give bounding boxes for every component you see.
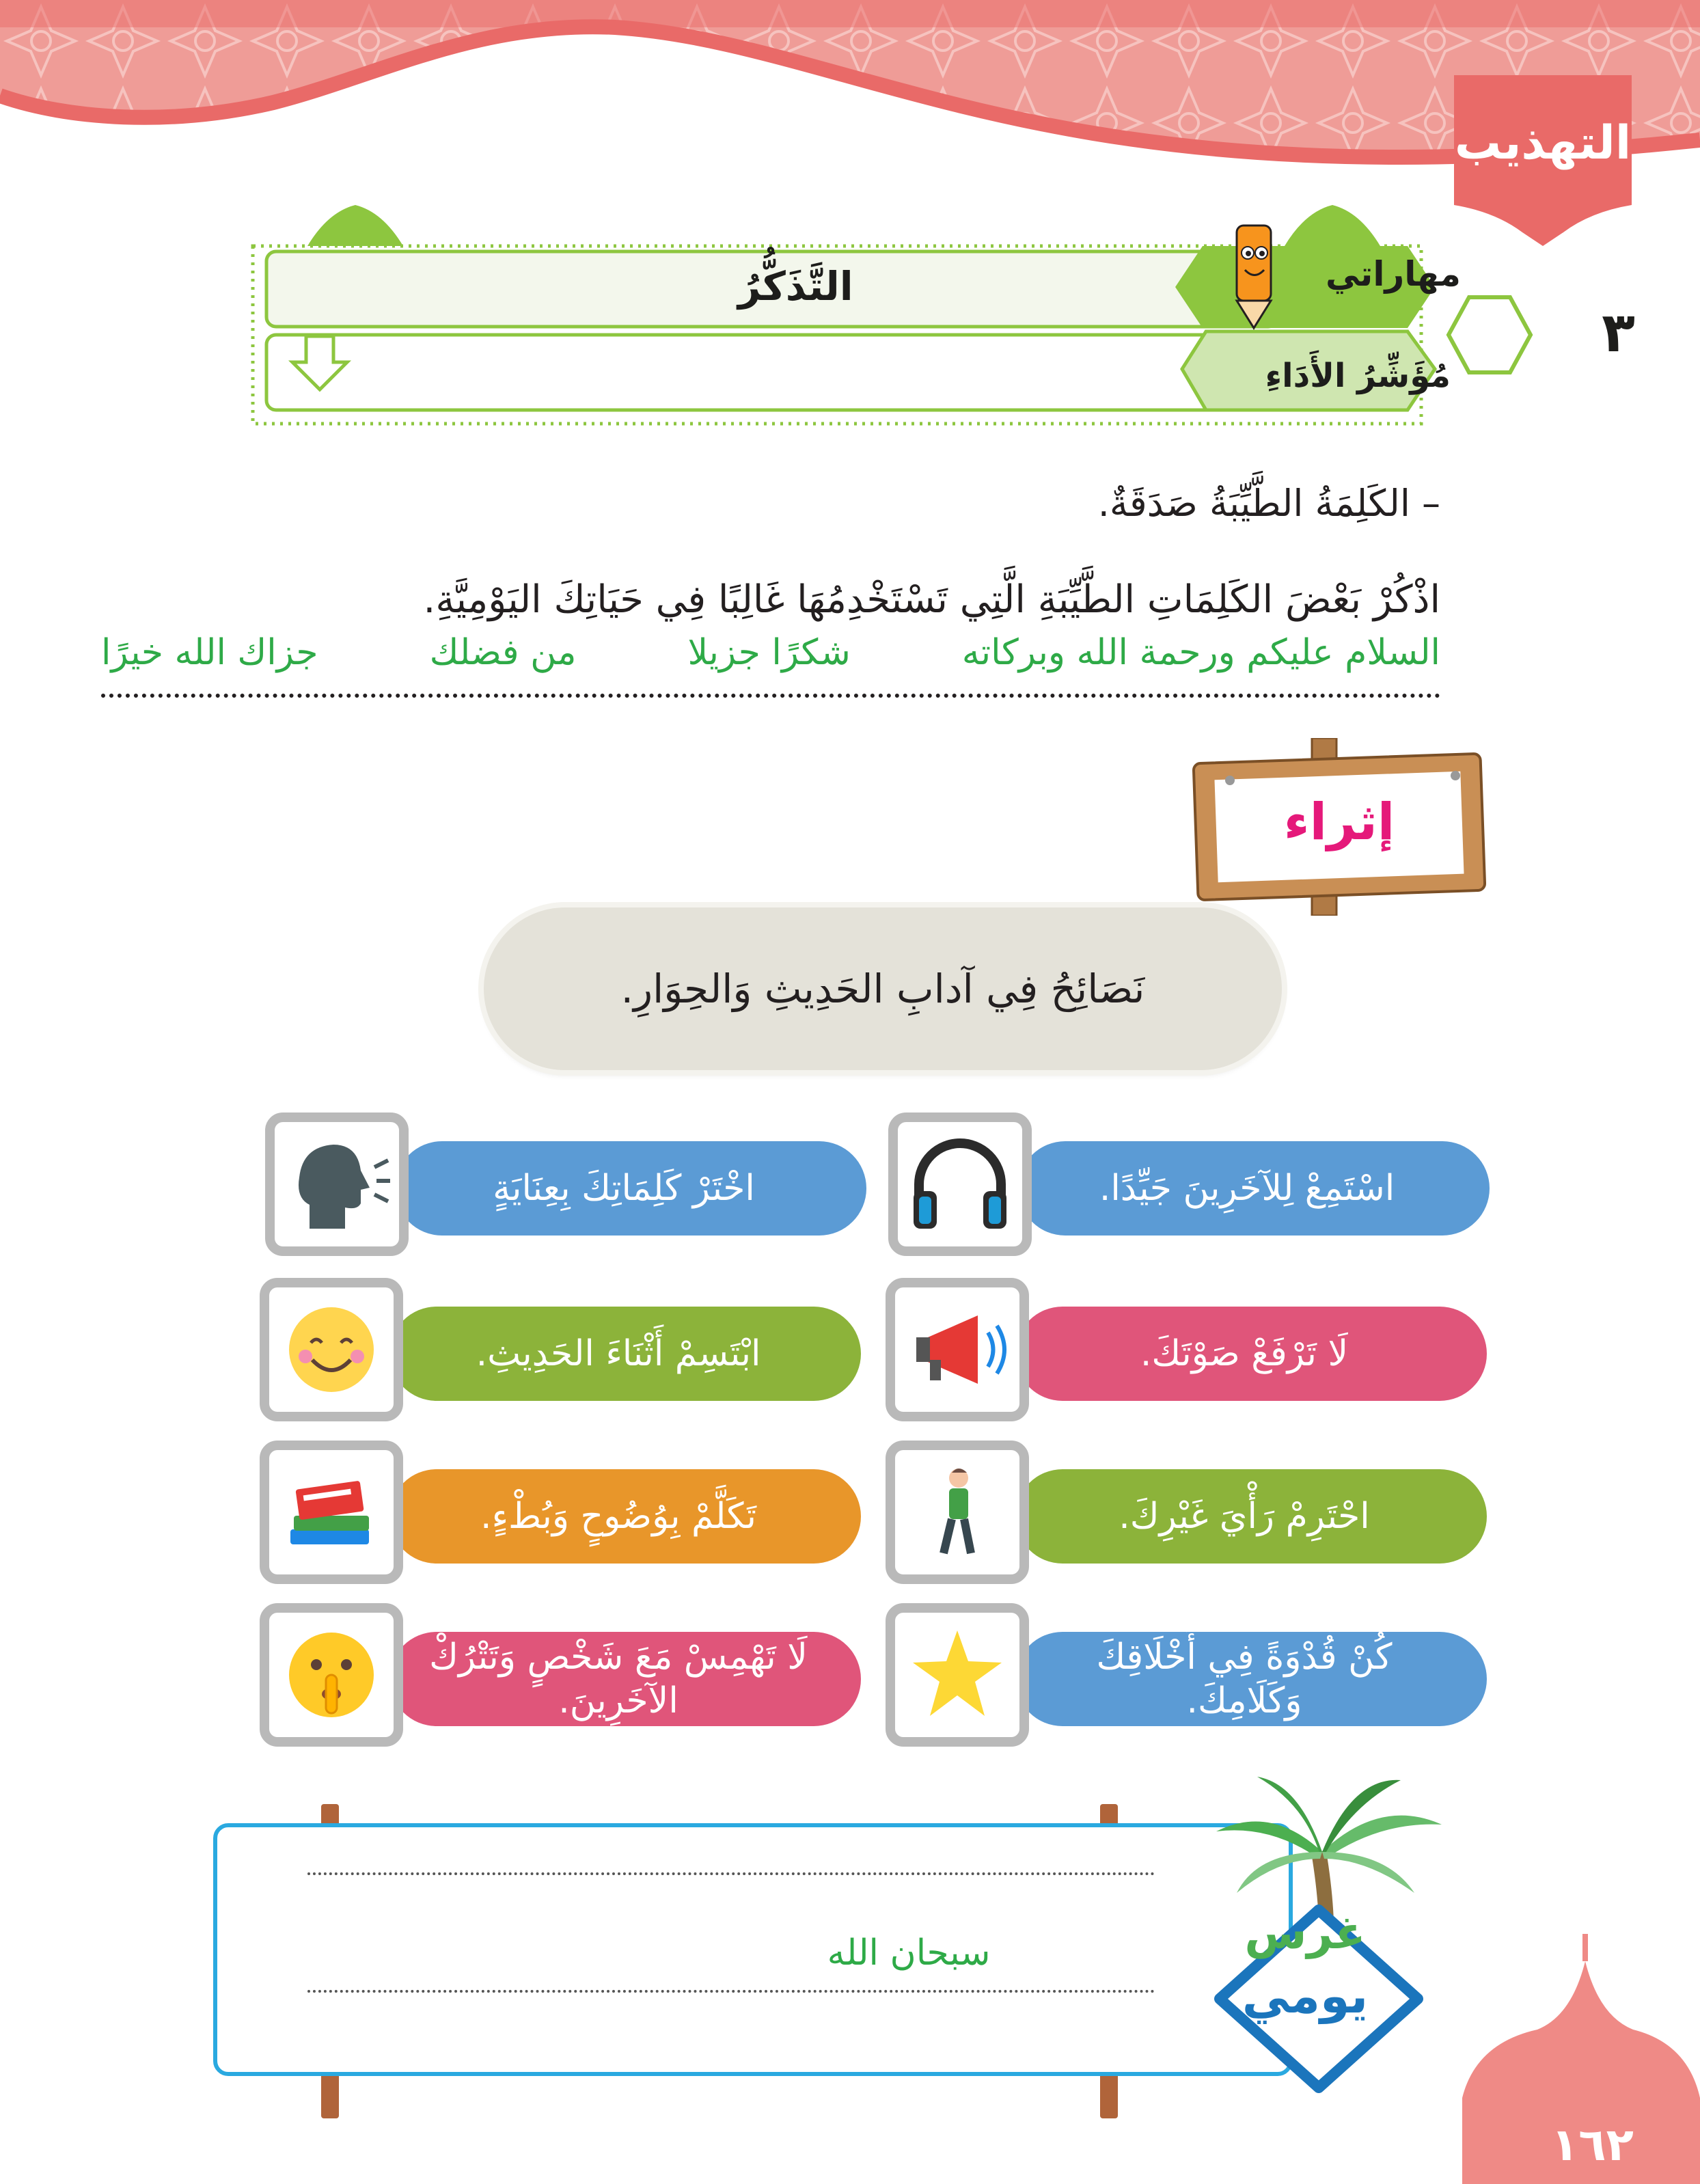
proverb-text: – الكَلِمَةُ الطَّيِّبَةُ صَدَقَةٌ. (1097, 482, 1440, 525)
tip-text: كُنْ قُدْوَةً فِي أَخْلَاقِكَ وَكَلَامِكَ. (1096, 1637, 1393, 1721)
tip-card (886, 1603, 1487, 1747)
tip-bar (1015, 1307, 1487, 1401)
tip-card (886, 1441, 1487, 1584)
tip-text: ابْتَسِمْ أَثْنَاءَ الحَدِيثِ. (476, 1333, 761, 1374)
daily-dotted-line (307, 1990, 1155, 1993)
skill-title: التَّذَكُّرُ (738, 263, 853, 310)
tips-title: نَصَائِحُ فِي آدابِ الحَدِيثِ وَالحِوَارِ. (484, 907, 1282, 1070)
tip-bar (1015, 1632, 1487, 1726)
daily-title-line1: غرس (1244, 1907, 1366, 1959)
tip-card (888, 1113, 1490, 1256)
answer-item: جزاك الله خيرًا (101, 632, 318, 673)
answer-list[interactable] (101, 632, 1440, 673)
tip-bar (389, 1307, 861, 1401)
skill-label: مهاراتي (1325, 254, 1461, 294)
star-icon (886, 1603, 1029, 1747)
enrichment-label: إثراء (1283, 793, 1395, 851)
subject-title: التهذيب (1454, 116, 1632, 170)
daily-answer-text: سبحان الله (827, 1933, 991, 1974)
tip-text: لَا تَهْمِسْ مَعَ شَخْصٍ وَتَتْرُكْ الآخَرِينَ. (429, 1637, 808, 1721)
tip-bar (389, 1632, 861, 1726)
tip-bar (1015, 1469, 1487, 1564)
tip-text: لَا تَرْفَعْ صَوْتَكَ. (1140, 1333, 1349, 1374)
speaking-head-icon (265, 1113, 409, 1256)
tip-text: احْتَرِمْ رَأْيَ غَيْرِكَ. (1119, 1496, 1370, 1537)
tip-bar (395, 1141, 866, 1236)
shushing-face-icon (260, 1603, 403, 1747)
daily-dotted-line (307, 1872, 1155, 1875)
indicator-label: مُؤَشِّرُ الأَدَاءِ (1265, 357, 1451, 395)
tip-card (260, 1278, 861, 1421)
tip-card (886, 1278, 1487, 1421)
tip-text: تَكَلَّمْ بِوُضُوحٍ وَبُطْءٍ. (480, 1496, 756, 1537)
skills-banner (246, 185, 1544, 444)
tip-text: اخْتَرْ كَلِمَاتِكَ بِعِنَايَةٍ (493, 1168, 755, 1209)
tip-card (260, 1603, 861, 1747)
daily-title-line2: يومي (1242, 1968, 1369, 2024)
megaphone-icon (886, 1278, 1029, 1421)
lesson-number: ٣ (1602, 301, 1635, 364)
answer-item: من فضلك (429, 632, 577, 673)
walking-boy-icon (886, 1441, 1029, 1584)
tip-card (260, 1441, 861, 1584)
books-icon (260, 1441, 403, 1584)
tip-text: اسْتَمِعْ لِلآخَرِينَ جَيِّدًا. (1099, 1168, 1395, 1209)
tip-bar (1018, 1141, 1490, 1236)
instruction-text: اذْكُرْ بَعْضَ الكَلِمَاتِ الطَّيِّبَةِ الَّتِي تَسْتَخْدِمُهَا غَالِبًا فِي حَيَاتِكَ اليَوْمِيَّةِ. (423, 577, 1440, 622)
smiling-face-icon (260, 1278, 403, 1421)
tip-bar (389, 1469, 861, 1564)
headphones-icon (888, 1113, 1032, 1256)
answer-item: شكرًا جزيلا (687, 632, 851, 673)
page-number: ١٦٢ (1551, 2118, 1634, 2171)
answer-item: السلام عليكم ورحمة الله وبركاته (961, 632, 1440, 673)
tip-card (265, 1113, 866, 1256)
